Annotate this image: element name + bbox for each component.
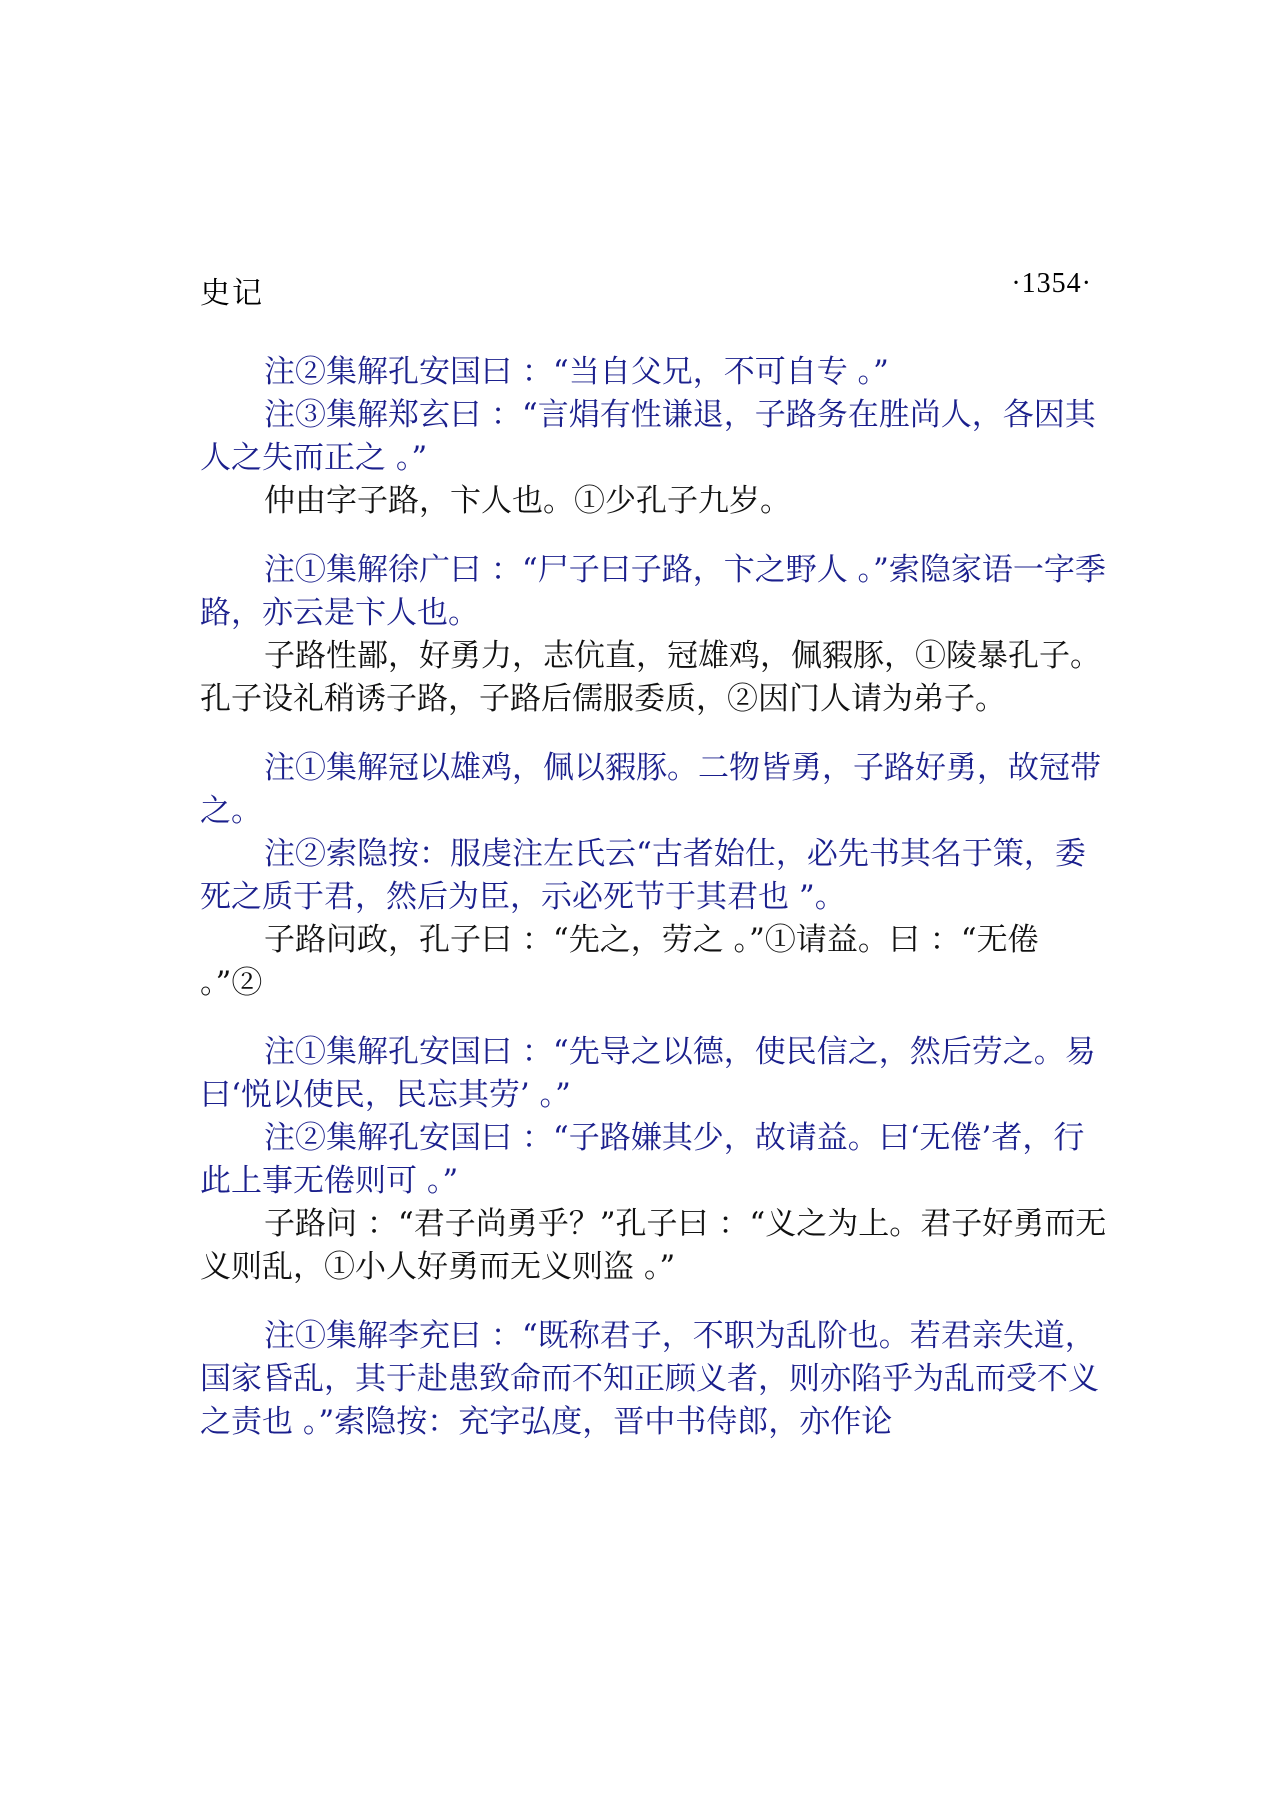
main-text-paragraph: 子路性鄙，好勇力，志伉直，冠雄鸡，佩豭豚，①陵暴孔子。孔子设礼稍诱子路，子路后儒服委质，②因门人请为弟子。 [200, 638, 1101, 717]
annotation-paragraph: 注①集解徐广曰 ：“尸子曰子路，卞之野人 。”索隐家语一字季路，亦云是卞人也。 [200, 552, 1106, 631]
page-body [200, 351, 1110, 1444]
annotation-paragraph: 注③集解郑玄曰 ：“言焆有性谦退，子路务在胜尚人，各因其人之失而正之 。” [200, 397, 1096, 476]
main-text-paragraph: 子路问政，孔子曰 ：“先之，劳之 。”①请益。曰 ：“无倦 。”② [200, 922, 1039, 1001]
page-header [200, 268, 1092, 311]
annotation-paragraph: 注②集解孔安国曰 ：“当自父兄，不可自专 。” [264, 354, 889, 390]
page-number: ·1354· [1011, 268, 1092, 299]
annotation-paragraph: 注①集解冠以雄鸡，佩以豭豚。二物皆勇，子路好勇，故冠带之。 [200, 750, 1101, 829]
annotation-paragraph: 注②索隐按：服虔注左氏云“古者始仕，必先书其名于策，委死之质于君，然后为臣，示必死节于其君也 ”。 [200, 836, 1086, 915]
main-text-paragraph: 子路问 ：“君子尚勇乎？”孔子曰 ：“义之为上。君子好勇而无义则乱，①小人好勇而无义则盗 。” [200, 1206, 1107, 1285]
book-title: 史记 [200, 276, 264, 311]
annotation-paragraph: 注①集解李充曰 ：“既称君子，不职为乱阶也。若君亲失道，国家昏乱，其于赴患致命而不知正顾义者，则亦陷乎为乱而受不义之责也 。”索隐按：充字弘度，晋中书侍郎，亦作论 [200, 1318, 1099, 1440]
annotation-paragraph: 注①集解孔安国曰 ：“先导之以德，使民信之，然后劳之。易曰‘悦以使民，民忘其劳’ 。” [200, 1034, 1096, 1113]
main-text-paragraph: 仲由字子路，卞人也。①少孔子九岁。 [264, 483, 791, 519]
annotation-paragraph: 注②集解孔安国曰 ：“子路嫌其少，故请益。曰‘无倦’者，行此上事无倦则可 。” [200, 1120, 1085, 1199]
